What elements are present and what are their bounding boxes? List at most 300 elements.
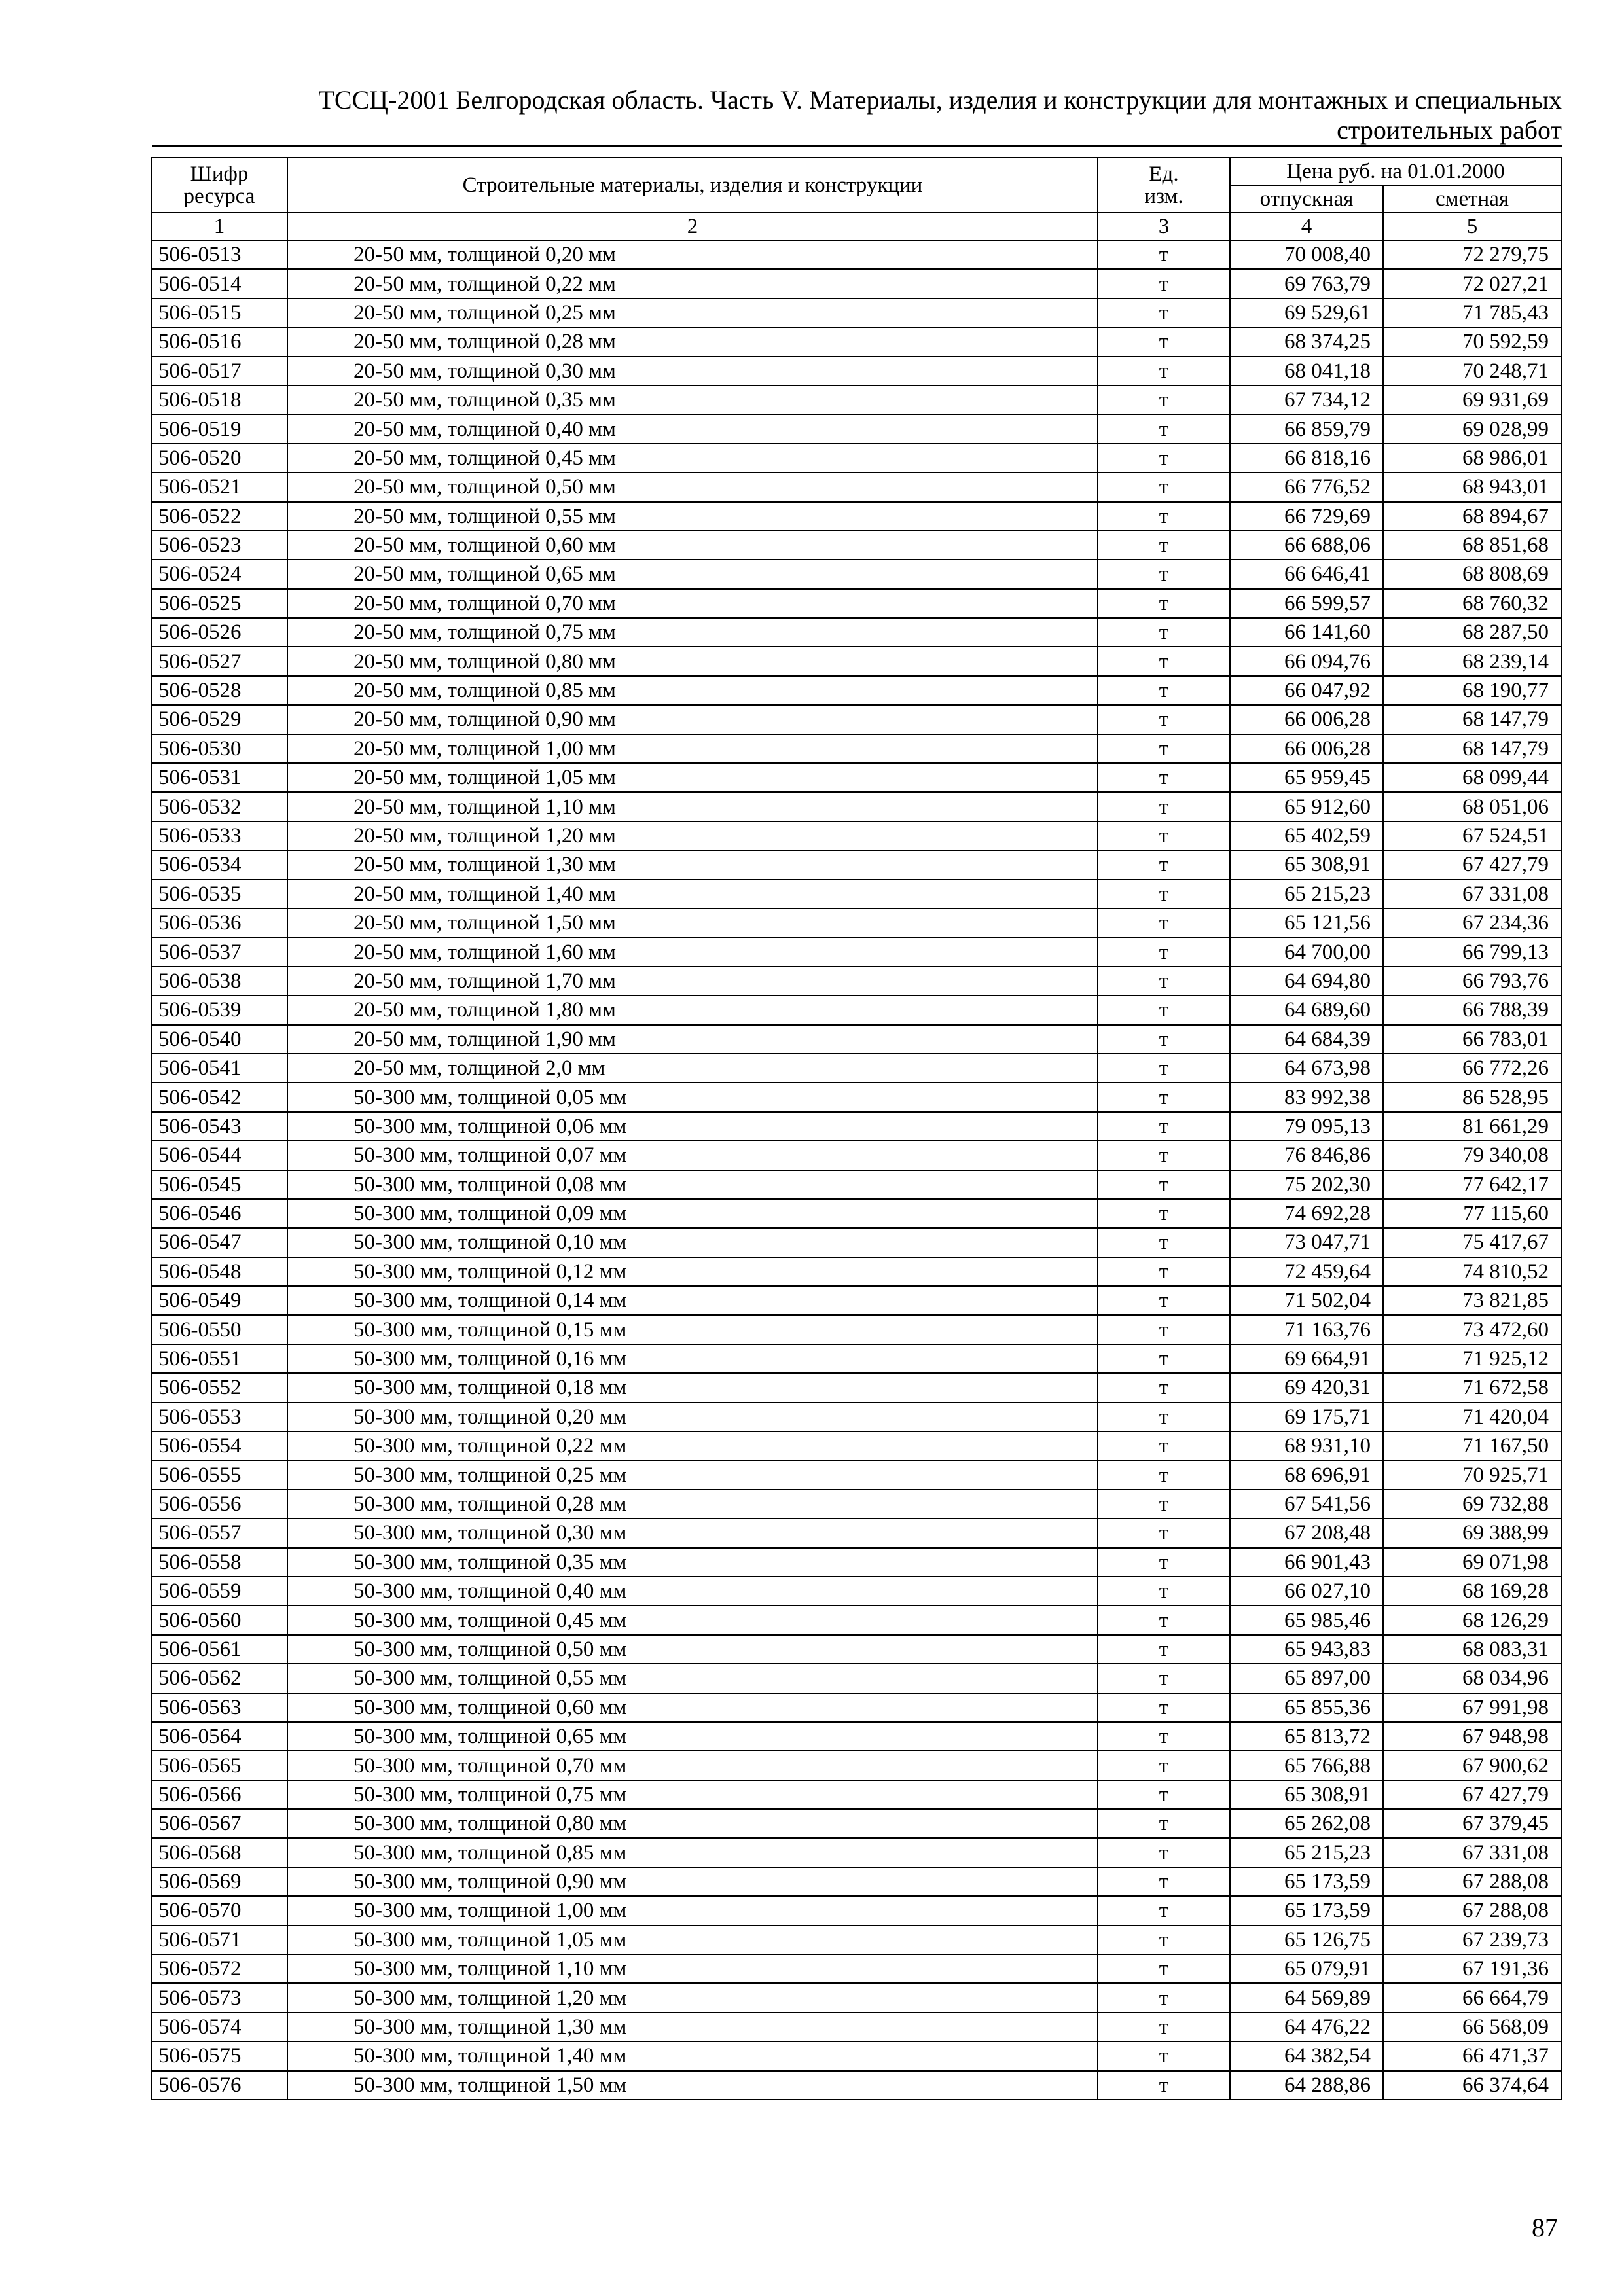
- cell-release-price: 64 382,54: [1230, 2041, 1383, 2070]
- table-row: [151, 1344, 1561, 1373]
- cell-release-price: 64 694,80: [1230, 967, 1383, 996]
- cell-unit: т: [1098, 502, 1230, 531]
- table-row: [151, 444, 1561, 473]
- cell-unit: т: [1098, 444, 1230, 473]
- table-row: [151, 1431, 1561, 1460]
- cell-unit: т: [1098, 357, 1230, 386]
- cell-release-price: 65 912,60: [1230, 792, 1383, 821]
- cell-release-price: 65 308,91: [1230, 1780, 1383, 1809]
- table-row: [151, 937, 1561, 966]
- cell-estimate-price: 69 931,69: [1383, 386, 1561, 414]
- cell-name: 20-50 мм, толщиной 1,80 мм: [287, 996, 1098, 1024]
- cell-name: 50-300 мм, толщиной 1,20 мм: [287, 1983, 1098, 2012]
- cell-code: 506-0566: [151, 1780, 287, 1809]
- cell-release-price: 66 646,41: [1230, 560, 1383, 588]
- cell-release-price: 65 943,83: [1230, 1635, 1383, 1664]
- cell-release-price: 64 684,39: [1230, 1025, 1383, 1054]
- cell-estimate-price: 73 821,85: [1383, 1286, 1561, 1315]
- cell-code: 506-0520: [151, 444, 287, 473]
- cell-estimate-price: 69 028,99: [1383, 414, 1561, 443]
- cell-unit: т: [1098, 414, 1230, 443]
- table-row: [151, 1954, 1561, 1983]
- cell-estimate-price: 66 783,01: [1383, 1025, 1561, 1054]
- cell-unit: т: [1098, 618, 1230, 647]
- table-row: [151, 1083, 1561, 1111]
- cell-release-price: 65 766,88: [1230, 1751, 1383, 1780]
- cell-release-price: 65 855,36: [1230, 1693, 1383, 1722]
- page-number: 87: [1532, 2213, 1558, 2242]
- cell-name: 50-300 мм, толщиной 0,07 мм: [287, 1141, 1098, 1170]
- cell-release-price: 65 897,00: [1230, 1664, 1383, 1693]
- table-row: [151, 1548, 1561, 1577]
- cell-unit: т: [1098, 967, 1230, 996]
- cell-code: 506-0527: [151, 647, 287, 675]
- table-row: [151, 618, 1561, 647]
- cell-estimate-price: 67 288,08: [1383, 1867, 1561, 1896]
- cell-code: 506-0540: [151, 1025, 287, 1054]
- cell-code: 506-0528: [151, 676, 287, 705]
- cell-estimate-price: 67 234,36: [1383, 908, 1561, 937]
- cell-code: 506-0542: [151, 1083, 287, 1111]
- cell-name: 20-50 мм, толщиной 0,50 мм: [287, 473, 1098, 501]
- cell-name: 50-300 мм, толщиной 0,55 мм: [287, 1664, 1098, 1693]
- cell-unit: т: [1098, 647, 1230, 675]
- table-row: [151, 1867, 1561, 1896]
- cell-unit: т: [1098, 1344, 1230, 1373]
- cell-unit: т: [1098, 1780, 1230, 1809]
- col-name-header: Строительные материалы, изделия и конструкции: [287, 158, 1098, 213]
- cell-code: 506-0524: [151, 560, 287, 588]
- cell-name: 20-50 мм, толщиной 0,45 мм: [287, 444, 1098, 473]
- table-row: [151, 1257, 1561, 1286]
- cell-release-price: 68 931,10: [1230, 1431, 1383, 1460]
- cell-name: 20-50 мм, толщиной 0,90 мм: [287, 705, 1098, 734]
- cell-name: 50-300 мм, толщиной 0,90 мм: [287, 1867, 1098, 1896]
- cell-estimate-price: 86 528,95: [1383, 1083, 1561, 1111]
- table-row: [151, 1838, 1561, 1867]
- table-row: [151, 560, 1561, 588]
- cell-name: 50-300 мм, толщиной 0,12 мм: [287, 1257, 1098, 1286]
- cell-unit: т: [1098, 1373, 1230, 1402]
- cell-estimate-price: 67 331,08: [1383, 1838, 1561, 1867]
- table-row: [151, 1780, 1561, 1809]
- cell-name: 20-50 мм, толщиной 1,20 мм: [287, 821, 1098, 850]
- cell-release-price: 67 208,48: [1230, 1518, 1383, 1547]
- table-row: [151, 414, 1561, 443]
- cell-release-price: 66 006,28: [1230, 705, 1383, 734]
- cell-code: 506-0563: [151, 1693, 287, 1722]
- cell-unit: т: [1098, 1983, 1230, 2012]
- cell-code: 506-0574: [151, 2013, 287, 2041]
- table-row: [151, 705, 1561, 734]
- table-row: [151, 1490, 1561, 1518]
- cell-release-price: 64 689,60: [1230, 996, 1383, 1024]
- table-row: [151, 589, 1561, 618]
- col-price-header: Цена руб. на 01.01.2000: [1230, 158, 1561, 185]
- cell-unit: т: [1098, 1083, 1230, 1111]
- cell-estimate-price: 67 288,08: [1383, 1896, 1561, 1925]
- cell-estimate-price: 75 417,67: [1383, 1228, 1561, 1257]
- header-line-2: строительных работ: [1337, 115, 1562, 145]
- cell-name: 50-300 мм, толщиной 1,10 мм: [287, 1954, 1098, 1983]
- table-row: [151, 269, 1561, 298]
- cell-estimate-price: 66 568,09: [1383, 2013, 1561, 2041]
- cell-estimate-price: 74 810,52: [1383, 1257, 1561, 1286]
- cell-name: 50-300 мм, толщиной 1,00 мм: [287, 1896, 1098, 1925]
- cell-unit: т: [1098, 1460, 1230, 1489]
- cell-estimate-price: 71 167,50: [1383, 1431, 1561, 1460]
- table-row: [151, 1983, 1561, 2012]
- cell-release-price: 66 729,69: [1230, 502, 1383, 531]
- col-estimate-header: сметная: [1383, 185, 1561, 213]
- cell-code: 506-0515: [151, 298, 287, 327]
- cell-name: 50-300 мм, толщиной 0,40 мм: [287, 1577, 1098, 1605]
- cell-unit: т: [1098, 1577, 1230, 1605]
- cell-unit: т: [1098, 1257, 1230, 1286]
- table-row: [151, 821, 1561, 850]
- cell-code: 506-0550: [151, 1315, 287, 1344]
- cell-code: 506-0518: [151, 386, 287, 414]
- cell-name: 50-300 мм, толщиной 0,18 мм: [287, 1373, 1098, 1402]
- cell-name: 50-300 мм, толщиной 0,08 мм: [287, 1170, 1098, 1199]
- cell-name: 50-300 мм, толщиной 0,70 мм: [287, 1751, 1098, 1780]
- cell-code: 506-0562: [151, 1664, 287, 1693]
- cell-release-price: 70 008,40: [1230, 240, 1383, 269]
- cell-release-price: 64 569,89: [1230, 1983, 1383, 2012]
- cell-estimate-price: 67 331,08: [1383, 880, 1561, 908]
- cell-name: 20-50 мм, толщиной 1,10 мм: [287, 792, 1098, 821]
- cell-code: 506-0529: [151, 705, 287, 734]
- cell-code: 506-0533: [151, 821, 287, 850]
- cell-unit: т: [1098, 880, 1230, 908]
- cell-name: 20-50 мм, толщиной 1,60 мм: [287, 937, 1098, 966]
- cell-release-price: 83 992,38: [1230, 1083, 1383, 1111]
- cell-unit: т: [1098, 792, 1230, 821]
- cell-unit: т: [1098, 1518, 1230, 1547]
- table-row: [151, 2013, 1561, 2041]
- cell-estimate-price: 68 239,14: [1383, 647, 1561, 675]
- cell-unit: т: [1098, 1605, 1230, 1634]
- cell-code: 506-0561: [151, 1635, 287, 1664]
- cell-name: 20-50 мм, толщиной 1,50 мм: [287, 908, 1098, 937]
- cell-release-price: 66 859,79: [1230, 414, 1383, 443]
- cell-unit: т: [1098, 1926, 1230, 1954]
- cell-estimate-price: 66 471,37: [1383, 2041, 1561, 2070]
- cell-name: 50-300 мм, толщиной 0,05 мм: [287, 1083, 1098, 1111]
- cell-name: 50-300 мм, толщиной 0,60 мм: [287, 1693, 1098, 1722]
- cell-unit: т: [1098, 1548, 1230, 1577]
- cell-release-price: 71 163,76: [1230, 1315, 1383, 1344]
- cell-name: 20-50 мм, толщиной 0,28 мм: [287, 327, 1098, 356]
- cell-estimate-price: 67 239,73: [1383, 1926, 1561, 1954]
- cell-release-price: 66 047,92: [1230, 676, 1383, 705]
- cell-estimate-price: 68 051,06: [1383, 792, 1561, 821]
- cell-estimate-price: 66 793,76: [1383, 967, 1561, 996]
- cell-unit: т: [1098, 473, 1230, 501]
- cell-code: 506-0549: [151, 1286, 287, 1315]
- cell-code: 506-0559: [151, 1577, 287, 1605]
- cell-release-price: 66 141,60: [1230, 618, 1383, 647]
- table-row: [151, 386, 1561, 414]
- cell-estimate-price: 69 071,98: [1383, 1548, 1561, 1577]
- cell-estimate-price: 67 427,79: [1383, 850, 1561, 879]
- cell-code: 506-0516: [151, 327, 287, 356]
- cell-estimate-price: 68 760,32: [1383, 589, 1561, 618]
- cell-code: 506-0535: [151, 880, 287, 908]
- cell-code: 506-0567: [151, 1809, 287, 1838]
- cell-unit: т: [1098, 1403, 1230, 1431]
- cell-unit: т: [1098, 560, 1230, 588]
- cell-name: 50-300 мм, толщиной 0,35 мм: [287, 1548, 1098, 1577]
- cell-name: 50-300 мм, толщиной 0,10 мм: [287, 1228, 1098, 1257]
- table-row: [151, 298, 1561, 327]
- cell-estimate-price: 67 191,36: [1383, 1954, 1561, 1983]
- table-row: [151, 1373, 1561, 1402]
- cell-release-price: 65 173,59: [1230, 1896, 1383, 1925]
- cell-estimate-price: 72 279,75: [1383, 240, 1561, 269]
- table-row: [151, 996, 1561, 1024]
- cell-estimate-price: 67 524,51: [1383, 821, 1561, 850]
- table-row: [151, 1112, 1561, 1141]
- cell-release-price: 79 095,13: [1230, 1112, 1383, 1141]
- cell-name: 20-50 мм, толщиной 1,40 мм: [287, 880, 1098, 908]
- cell-name: 50-300 мм, толщиной 0,85 мм: [287, 1838, 1098, 1867]
- cell-release-price: 68 041,18: [1230, 357, 1383, 386]
- cell-code: 506-0539: [151, 996, 287, 1024]
- table-row: [151, 1926, 1561, 1954]
- cell-estimate-price: 68 894,67: [1383, 502, 1561, 531]
- table-row: [151, 1809, 1561, 1838]
- cell-code: 506-0576: [151, 2071, 287, 2100]
- cell-unit: т: [1098, 676, 1230, 705]
- cell-unit: т: [1098, 327, 1230, 356]
- cell-estimate-price: 66 799,13: [1383, 937, 1561, 966]
- table-row: [151, 1170, 1561, 1199]
- cell-estimate-price: 66 788,39: [1383, 996, 1561, 1024]
- table-row: [151, 1722, 1561, 1751]
- header-line-1: ТССЦ-2001 Белгородская область. Часть V. Материалы, изделия и конструкции для монтажных и специальных: [318, 85, 1562, 115]
- cell-code: 506-0571: [151, 1926, 287, 1954]
- cell-name: 50-300 мм, толщиной 0,28 мм: [287, 1490, 1098, 1518]
- cell-release-price: 64 673,98: [1230, 1054, 1383, 1083]
- table-row: [151, 1577, 1561, 1605]
- table-row: [151, 1054, 1561, 1083]
- cell-unit: т: [1098, 298, 1230, 327]
- cell-code: 506-0541: [151, 1054, 287, 1083]
- cell-name: 20-50 мм, толщиной 1,00 мм: [287, 734, 1098, 763]
- cell-code: 506-0560: [151, 1605, 287, 1634]
- cell-name: 50-300 мм, толщиной 0,06 мм: [287, 1112, 1098, 1141]
- cell-unit: т: [1098, 1838, 1230, 1867]
- cell-estimate-price: 68 190,77: [1383, 676, 1561, 705]
- cell-code: 506-0565: [151, 1751, 287, 1780]
- cell-estimate-price: 66 374,64: [1383, 2071, 1561, 2100]
- cell-release-price: 65 173,59: [1230, 1867, 1383, 1896]
- cell-name: 20-50 мм, толщиной 0,40 мм: [287, 414, 1098, 443]
- cell-estimate-price: 68 169,28: [1383, 1577, 1561, 1605]
- cell-release-price: 69 664,91: [1230, 1344, 1383, 1373]
- cell-name: 20-50 мм, толщиной 0,80 мм: [287, 647, 1098, 675]
- cell-code: 506-0575: [151, 2041, 287, 2070]
- table-row: [151, 1664, 1561, 1693]
- cell-estimate-price: 68 083,31: [1383, 1635, 1561, 1664]
- cell-name: 20-50 мм, толщиной 2,0 мм: [287, 1054, 1098, 1083]
- cell-unit: т: [1098, 908, 1230, 937]
- cell-unit: т: [1098, 1867, 1230, 1896]
- cell-unit: т: [1098, 1112, 1230, 1141]
- cell-unit: т: [1098, 269, 1230, 298]
- cell-code: 506-0569: [151, 1867, 287, 1896]
- cell-unit: т: [1098, 2041, 1230, 2070]
- cell-estimate-price: 68 147,79: [1383, 705, 1561, 734]
- cell-unit: т: [1098, 1170, 1230, 1199]
- table-row: [151, 1693, 1561, 1722]
- cell-code: 506-0572: [151, 1954, 287, 1983]
- table-header: [151, 158, 1561, 240]
- cell-name: 50-300 мм, толщиной 0,65 мм: [287, 1722, 1098, 1751]
- cell-code: 506-0519: [151, 414, 287, 443]
- cell-estimate-price: 77 115,60: [1383, 1199, 1561, 1228]
- table-row: [151, 2041, 1561, 2070]
- cell-estimate-price: 68 147,79: [1383, 734, 1561, 763]
- cell-name: 50-300 мм, толщиной 0,09 мм: [287, 1199, 1098, 1228]
- cell-code: 506-0554: [151, 1431, 287, 1460]
- cell-release-price: 69 420,31: [1230, 1373, 1383, 1402]
- col-release-header: отпускная: [1230, 185, 1383, 213]
- cell-estimate-price: 67 900,62: [1383, 1751, 1561, 1780]
- cell-code: 506-0523: [151, 531, 287, 560]
- cell-name: 50-300 мм, толщиной 0,25 мм: [287, 1460, 1098, 1489]
- cell-name: 20-50 мм, толщиной 0,22 мм: [287, 269, 1098, 298]
- cell-estimate-price: 71 785,43: [1383, 298, 1561, 327]
- table-row: [151, 531, 1561, 560]
- table-row: [151, 880, 1561, 908]
- cell-release-price: 66 776,52: [1230, 473, 1383, 501]
- table-row: [151, 1518, 1561, 1547]
- table-row: [151, 734, 1561, 763]
- cell-name: 20-50 мм, толщиной 1,90 мм: [287, 1025, 1098, 1054]
- cell-estimate-price: 66 772,26: [1383, 1054, 1561, 1083]
- cell-release-price: 65 215,23: [1230, 880, 1383, 908]
- cell-code: 506-0553: [151, 1403, 287, 1431]
- cell-estimate-price: 69 732,88: [1383, 1490, 1561, 1518]
- cell-release-price: 69 529,61: [1230, 298, 1383, 327]
- cell-name: 50-300 мм, толщиной 0,22 мм: [287, 1431, 1098, 1460]
- cell-code: 506-0517: [151, 357, 287, 386]
- cell-release-price: 75 202,30: [1230, 1170, 1383, 1199]
- cell-release-price: 66 688,06: [1230, 531, 1383, 560]
- cell-code: 506-0525: [151, 589, 287, 618]
- table-row: [151, 1460, 1561, 1489]
- cell-unit: т: [1098, 1751, 1230, 1780]
- cell-estimate-price: 67 427,79: [1383, 1780, 1561, 1809]
- cell-release-price: 65 813,72: [1230, 1722, 1383, 1751]
- cell-code: 506-0526: [151, 618, 287, 647]
- cell-release-price: 71 502,04: [1230, 1286, 1383, 1315]
- cell-release-price: 65 126,75: [1230, 1926, 1383, 1954]
- cell-unit: т: [1098, 1490, 1230, 1518]
- cell-estimate-price: 68 287,50: [1383, 618, 1561, 647]
- cell-release-price: 65 959,45: [1230, 763, 1383, 792]
- cell-unit: т: [1098, 1054, 1230, 1083]
- cell-release-price: 67 734,12: [1230, 386, 1383, 414]
- table-row: [151, 1605, 1561, 1634]
- table-row: [151, 967, 1561, 996]
- cell-code: 506-0534: [151, 850, 287, 879]
- cell-release-price: 67 541,56: [1230, 1490, 1383, 1518]
- table-row: [151, 908, 1561, 937]
- cell-name: 50-300 мм, толщиной 0,45 мм: [287, 1605, 1098, 1634]
- cell-code: 506-0555: [151, 1460, 287, 1489]
- cell-name: 50-300 мм, толщиной 1,50 мм: [287, 2071, 1098, 2100]
- cell-unit: т: [1098, 2013, 1230, 2041]
- cell-name: 20-50 мм, толщиной 0,20 мм: [287, 240, 1098, 269]
- table-row: [151, 850, 1561, 879]
- cell-unit: т: [1098, 1199, 1230, 1228]
- cell-release-price: 66 901,43: [1230, 1548, 1383, 1577]
- cell-release-price: 68 374,25: [1230, 327, 1383, 356]
- cell-release-price: 64 476,22: [1230, 2013, 1383, 2041]
- cell-code: 506-0557: [151, 1518, 287, 1547]
- cell-name: 20-50 мм, толщиной 0,70 мм: [287, 589, 1098, 618]
- cell-estimate-price: 68 099,44: [1383, 763, 1561, 792]
- cell-unit: т: [1098, 1809, 1230, 1838]
- cell-unit: т: [1098, 1954, 1230, 1983]
- cell-release-price: 65 121,56: [1230, 908, 1383, 937]
- cell-estimate-price: 81 661,29: [1383, 1112, 1561, 1141]
- cell-code: 506-0573: [151, 1983, 287, 2012]
- cell-code: 506-0530: [151, 734, 287, 763]
- cell-release-price: 68 696,91: [1230, 1460, 1383, 1489]
- cell-release-price: 65 985,46: [1230, 1605, 1383, 1634]
- cell-unit: т: [1098, 589, 1230, 618]
- table-row: [151, 473, 1561, 501]
- cell-unit: т: [1098, 734, 1230, 763]
- cell-code: 506-0521: [151, 473, 287, 501]
- cell-unit: т: [1098, 1025, 1230, 1054]
- cell-unit: т: [1098, 850, 1230, 879]
- cell-release-price: 64 288,86: [1230, 2071, 1383, 2100]
- table-row: [151, 327, 1561, 356]
- cell-release-price: 76 846,86: [1230, 1141, 1383, 1170]
- cell-unit: т: [1098, 1228, 1230, 1257]
- cell-name: 50-300 мм, толщиной 0,30 мм: [287, 1518, 1098, 1547]
- table-row: [151, 1286, 1561, 1315]
- cell-name: 20-50 мм, толщиной 0,55 мм: [287, 502, 1098, 531]
- table-row: [151, 1751, 1561, 1780]
- cell-release-price: 66 094,76: [1230, 647, 1383, 675]
- cell-code: 506-0536: [151, 908, 287, 937]
- cell-release-price: 66 599,57: [1230, 589, 1383, 618]
- cell-estimate-price: 68 034,96: [1383, 1664, 1561, 1693]
- cell-estimate-price: 71 672,58: [1383, 1373, 1561, 1402]
- cell-name: 50-300 мм, толщиной 1,40 мм: [287, 2041, 1098, 2070]
- cell-release-price: 69 175,71: [1230, 1403, 1383, 1431]
- cell-name: 20-50 мм, толщиной 0,35 мм: [287, 386, 1098, 414]
- table-row: [151, 502, 1561, 531]
- cell-release-price: 65 402,59: [1230, 821, 1383, 850]
- cell-code: 506-0547: [151, 1228, 287, 1257]
- cell-estimate-price: 70 248,71: [1383, 357, 1561, 386]
- cell-release-price: 66 027,10: [1230, 1577, 1383, 1605]
- cell-unit: т: [1098, 386, 1230, 414]
- cell-code: 506-0551: [151, 1344, 287, 1373]
- cell-code: 506-0564: [151, 1722, 287, 1751]
- cell-code: 506-0531: [151, 763, 287, 792]
- cell-release-price: 69 763,79: [1230, 269, 1383, 298]
- cell-unit: т: [1098, 1722, 1230, 1751]
- cell-estimate-price: 79 340,08: [1383, 1141, 1561, 1170]
